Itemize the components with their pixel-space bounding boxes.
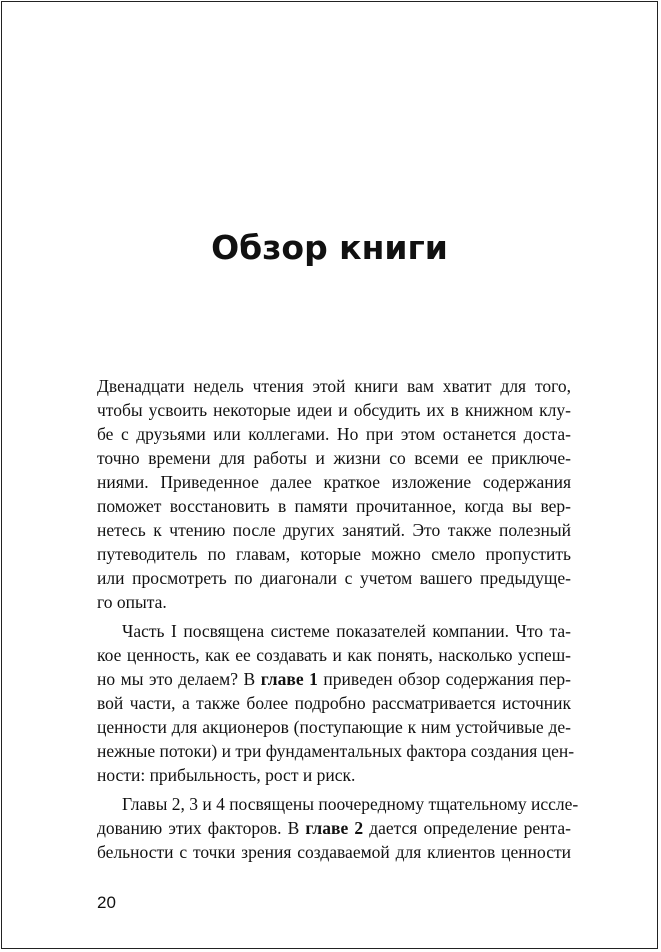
text-line: бе с друзьями или коллегами. Но при этом останется доста- <box>97 424 571 444</box>
bold-fragment: главе 1 <box>260 669 318 689</box>
book-page <box>1 1 658 949</box>
text-fragment: дованию этих факторов. В <box>97 818 306 838</box>
text-line <box>97 667 571 691</box>
text-line <box>97 816 571 840</box>
text-line: Главы 2, 3 и 4 посвящены поочередному тщательному иссле- <box>122 794 579 814</box>
text-line: ности: прибыльность, рост и риск. <box>97 765 356 785</box>
page-number: 20 <box>97 893 116 912</box>
text-fragment: но мы это делаем? В <box>97 669 261 689</box>
chapter-title: Обзор книги <box>211 228 448 267</box>
text-line: нетесь к чтению после других занятий. Это также полезный <box>97 520 571 540</box>
text-line: путеводитель по главам, которые можно смело пропустить <box>97 544 571 564</box>
text-fragment: приведен обзор содержания пер- <box>317 669 571 689</box>
text-fragment: дается определение рента- <box>363 818 571 838</box>
text-line: ниями. Приведенное далее краткое изложение содержания <box>97 472 571 492</box>
text-line: го опыта. <box>97 592 167 612</box>
bold-fragment: главе 2 <box>305 818 364 838</box>
text-line: бельности с точки зрения создаваемой для клиентов ценности <box>97 842 571 862</box>
text-line: точно времени для работы и жизни со всеми ее приключе- <box>97 448 571 468</box>
text-line: нежные потоки) и три фундаментальных фактора создания цен- <box>97 741 575 761</box>
text-line: вой части, а также более подробно рассматривается источник <box>97 693 571 713</box>
text-line: Часть I посвящена системе показателей компании. Что та- <box>122 621 571 641</box>
text-line: кое ценность, как ее создавать и как понять, насколько успеш- <box>97 645 571 665</box>
text-line: ценности для акционеров (поступающие к ним устойчивые де- <box>97 717 571 737</box>
text-line: Двенадцати недель чтения этой книги вам хватит для того, <box>97 376 571 396</box>
text-line: поможет восстановить в памяти прочитанное, когда вы вер- <box>97 496 571 516</box>
text-line: или просмотреть по диагонали с учетом вашего предыдуще- <box>97 568 571 588</box>
text-line: чтобы усвоить некоторые идеи и обсудить их в книжном клу- <box>97 400 571 420</box>
